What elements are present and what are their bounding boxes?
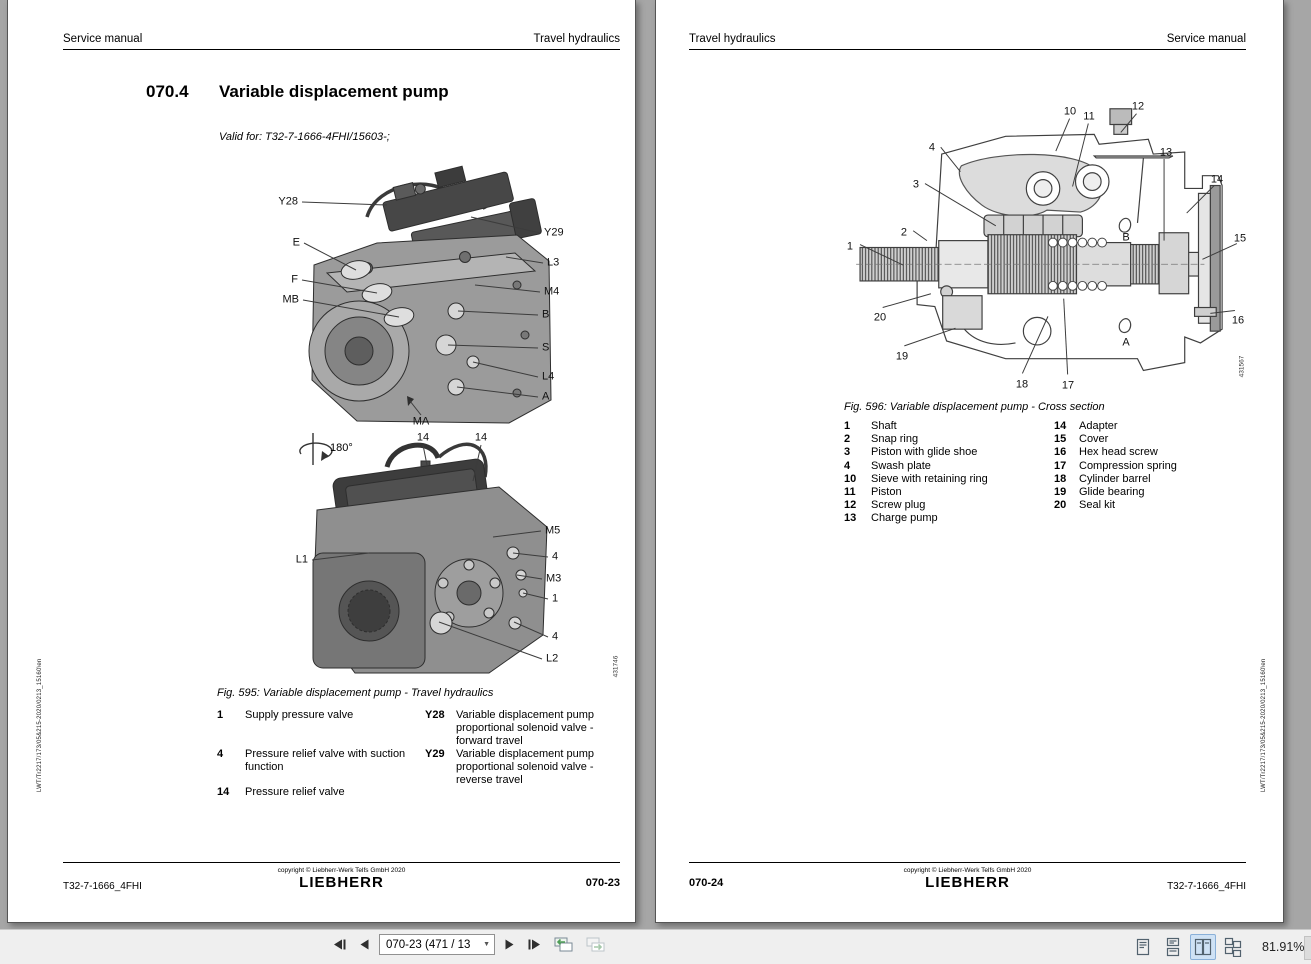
legend-item-key: 2 bbox=[844, 433, 851, 446]
figure-callout-label: 4 bbox=[552, 630, 559, 643]
figure-callout-label: B bbox=[542, 308, 550, 321]
legend-item bbox=[1054, 420, 1249, 433]
figure-callout-label: Y28 bbox=[278, 195, 298, 208]
margin-revision-text: LWT/Tr2217/173/05&215-2020/0213_15160\en bbox=[37, 658, 43, 792]
figure-callout-label: M5 bbox=[545, 524, 561, 537]
figure-callout-label: 16 bbox=[1231, 314, 1245, 327]
page-combo-value: 070-23 (471 / 13 bbox=[386, 938, 471, 951]
legend-item bbox=[1054, 486, 1249, 499]
legend-item bbox=[844, 512, 1049, 525]
legend-item-key: 1 bbox=[844, 420, 851, 432]
last-page-icon bbox=[527, 938, 542, 951]
legend-item-text: Variable displacement pump proportional solenoid valve - forward travel bbox=[456, 709, 594, 748]
page-header bbox=[63, 33, 620, 50]
legend-item-key: 14 bbox=[217, 786, 230, 798]
page-header bbox=[689, 33, 1246, 50]
figure-callout-label: 4 bbox=[552, 550, 559, 563]
legend-item-text: Shaft bbox=[871, 420, 897, 432]
figure-595-pump-views bbox=[217, 165, 621, 688]
figure-image-id: 431567 bbox=[1238, 355, 1246, 378]
header-left-text: Service manual bbox=[63, 33, 143, 45]
copyright-text: copyright © Liebherr-Werk Telfs GmbH 2020 bbox=[277, 867, 406, 874]
legend-item bbox=[1054, 446, 1249, 459]
figure-caption: Fig. 596: Variable displacement pump - Cross section bbox=[844, 401, 1105, 413]
legend-item bbox=[844, 446, 1049, 459]
continuous-view-icon bbox=[1163, 937, 1183, 957]
dropdown-arrow-icon: ▼ bbox=[483, 941, 490, 948]
header-right-text: Travel hydraulics bbox=[533, 33, 620, 45]
figure-callout-label: S bbox=[542, 341, 550, 354]
liebherr-logo: LIEBHERR bbox=[299, 874, 384, 891]
legend-item-text: Hex head screw bbox=[1079, 446, 1158, 459]
figure-callout-label: 14 bbox=[474, 431, 488, 444]
figure-callout-label: 15 bbox=[1233, 232, 1247, 245]
first-page-icon bbox=[332, 938, 347, 951]
legend-item-key: 15 bbox=[1054, 433, 1067, 446]
figure-legend-column-2 bbox=[425, 709, 615, 809]
legend-item-text: Glide bearing bbox=[1079, 486, 1145, 499]
legend-item-text: Seal kit bbox=[1079, 499, 1116, 512]
legend-item bbox=[217, 748, 417, 774]
next-view-button[interactable] bbox=[582, 934, 609, 955]
figure-callout-label: 11 bbox=[1083, 110, 1095, 123]
legend-item bbox=[425, 748, 608, 788]
figure-callout-label: E bbox=[292, 236, 300, 249]
page-footer bbox=[689, 862, 1246, 918]
figure-callout-label: L1 bbox=[295, 553, 308, 566]
valid-for-note: Valid for: T32-7-1666-4FHI/15603-; bbox=[219, 131, 390, 143]
legend-item bbox=[844, 460, 1049, 473]
next-page-button[interactable] bbox=[500, 936, 519, 953]
toolbar-edge-control[interactable] bbox=[1304, 936, 1311, 960]
legend-item-key: 1 bbox=[217, 709, 224, 721]
legend-item-text: Cylinder barrel bbox=[1079, 472, 1151, 485]
page-layout-group bbox=[1130, 934, 1304, 960]
header-left-text: Travel hydraulics bbox=[689, 33, 776, 45]
figure-callout-label: MB bbox=[282, 293, 299, 306]
figure-legend-column-2 bbox=[1054, 420, 1249, 512]
next-view-icon bbox=[585, 936, 606, 953]
legend-item-key: 4 bbox=[844, 459, 851, 472]
page-number: 070-23 bbox=[585, 877, 620, 889]
legend-item-key: 13 bbox=[844, 512, 857, 525]
legend-item-text: Pressure relief valve bbox=[245, 786, 345, 798]
legend-item-key: 3 bbox=[844, 446, 851, 459]
figure-image-id: 431746 bbox=[612, 655, 620, 678]
legend-item bbox=[844, 473, 1049, 486]
two-page-view-button[interactable] bbox=[1190, 934, 1216, 960]
legend-item-key: 11 bbox=[844, 486, 856, 499]
page-navigation-group bbox=[329, 934, 609, 955]
legend-item-text: Piston with glide shoe bbox=[871, 446, 978, 459]
legend-item-text: Piston bbox=[871, 486, 902, 499]
legend-item-key: 18 bbox=[1054, 472, 1067, 485]
legend-item-key: 17 bbox=[1054, 459, 1067, 472]
figure-callout-label: M4 bbox=[544, 285, 560, 298]
legend-item bbox=[844, 420, 1049, 433]
legend-item bbox=[844, 433, 1049, 446]
figure-callout-label: 20 bbox=[873, 311, 887, 324]
single-page-view-button[interactable] bbox=[1130, 934, 1156, 960]
legend-item bbox=[1054, 433, 1249, 446]
legend-item bbox=[844, 499, 1049, 512]
legend-item-key: 20 bbox=[1054, 499, 1067, 512]
figure-callout-label: L2 bbox=[546, 652, 559, 665]
first-page-button[interactable] bbox=[329, 936, 350, 953]
figure-callout-label: 4 bbox=[928, 141, 935, 154]
legend-item-text: Variable displacement pump proportional solenoid valve - reverse travel bbox=[456, 748, 594, 787]
legend-item-text: Compression spring bbox=[1079, 459, 1177, 472]
legend-item bbox=[844, 486, 1049, 499]
figure-callout-label: L3 bbox=[547, 256, 560, 269]
copyright-text: copyright © Liebherr-Werk Telfs GmbH 2020 bbox=[903, 867, 1032, 874]
next-page-icon bbox=[503, 938, 516, 951]
figure-596-cross-section bbox=[845, 95, 1247, 400]
legend-item bbox=[1054, 499, 1249, 512]
legend-item-text: Sieve with retaining ring bbox=[871, 472, 988, 485]
rotation-angle-label: 180° bbox=[330, 442, 353, 454]
continuous-view-button[interactable] bbox=[1160, 934, 1186, 960]
figure-legend-column-1 bbox=[844, 420, 1049, 526]
legend-item bbox=[1054, 473, 1249, 486]
legend-item-text: Screw plug bbox=[871, 499, 926, 512]
legend-item-key: Y29 bbox=[425, 748, 445, 760]
legend-item-key: 12 bbox=[844, 499, 857, 512]
previous-page-button[interactable] bbox=[355, 936, 374, 953]
legend-item-key: 16 bbox=[1054, 446, 1067, 459]
legend-item-key: 4 bbox=[217, 748, 224, 760]
figure-callout-label: 14 bbox=[1210, 173, 1224, 186]
figure-callout-label: 1 bbox=[846, 240, 853, 253]
legend-item bbox=[217, 786, 345, 799]
legend-item-text: Supply pressure valve bbox=[245, 709, 354, 721]
legend-item-text: Cover bbox=[1079, 433, 1109, 446]
legend-item bbox=[217, 709, 353, 722]
legend-item-text: Charge pump bbox=[871, 512, 938, 525]
figure-callout-label: Y29 bbox=[544, 226, 564, 239]
single-page-view-icon bbox=[1133, 937, 1153, 957]
legend-item-key: 14 bbox=[1054, 420, 1067, 432]
figure-callout-label: 1 bbox=[552, 592, 559, 605]
figure-callout-label: 14 bbox=[416, 431, 430, 444]
legend-item-text: Pressure relief valve with suction function bbox=[245, 748, 406, 774]
page-number: 070-24 bbox=[689, 877, 724, 889]
section-number: 070.4 bbox=[146, 82, 189, 101]
document-id: T32-7-1666_4FHI bbox=[63, 881, 142, 892]
legend-item-text: Snap ring bbox=[871, 433, 919, 446]
page-number-combobox[interactable] bbox=[379, 934, 495, 955]
figure-callout-label: 2 bbox=[900, 226, 907, 239]
page-footer bbox=[63, 862, 620, 918]
figure-callout-label: A bbox=[1122, 336, 1130, 349]
two-page-view-icon bbox=[1193, 937, 1213, 957]
header-right-text: Service manual bbox=[1166, 33, 1246, 45]
figure-callout-label: MA bbox=[412, 415, 430, 428]
figure-callout-label: 3 bbox=[912, 178, 919, 191]
liebherr-logo: LIEBHERR bbox=[925, 874, 1010, 891]
figure-callout-label: B bbox=[1122, 231, 1130, 244]
figure-legend-column-1 bbox=[217, 709, 417, 809]
figure-callout-label: 17 bbox=[1061, 379, 1075, 392]
section-title: Variable displacement pump bbox=[219, 82, 449, 101]
last-page-button[interactable] bbox=[524, 936, 545, 953]
figure-callout-label: M3 bbox=[546, 572, 562, 585]
bottom-toolbar bbox=[0, 929, 1311, 964]
legend-item bbox=[1054, 460, 1249, 473]
figure-callout-label: A bbox=[542, 390, 550, 403]
legend-item-text: Adapter bbox=[1079, 420, 1118, 432]
two-page-continuous-view-icon bbox=[1223, 937, 1243, 957]
legend-item-key: 19 bbox=[1054, 486, 1067, 499]
margin-revision-text: LWT/Tr2217/173/05&215-2020/0213_15160\en bbox=[1261, 658, 1267, 792]
zoom-level-indicator[interactable]: 81.91% bbox=[1262, 940, 1305, 954]
document-page-left bbox=[7, 0, 636, 923]
legend-item bbox=[425, 709, 608, 749]
document-page-right bbox=[655, 0, 1284, 923]
previous-page-icon bbox=[358, 938, 371, 951]
two-page-continuous-view-button[interactable] bbox=[1220, 934, 1246, 960]
legend-item-text: Swash plate bbox=[871, 459, 931, 472]
figure-callout-label: 12 bbox=[1131, 100, 1145, 113]
figure-callout-label: F bbox=[291, 273, 298, 286]
figure-callout-label: 10 bbox=[1063, 105, 1077, 118]
legend-item-key: Y28 bbox=[425, 709, 445, 721]
legend-item-key: 10 bbox=[844, 472, 857, 485]
figure-callout-label: 18 bbox=[1015, 378, 1029, 391]
figure-caption: Fig. 595: Variable displacement pump - Travel hydraulics bbox=[217, 687, 494, 699]
figure-callout-label: 19 bbox=[895, 350, 909, 363]
previous-view-icon bbox=[553, 936, 574, 953]
previous-view-button[interactable] bbox=[550, 934, 577, 955]
document-id: T32-7-1666_4FHI bbox=[1167, 881, 1246, 892]
figure-callout-label: L4 bbox=[542, 370, 555, 383]
figure-callout-label: 13 bbox=[1159, 146, 1173, 159]
